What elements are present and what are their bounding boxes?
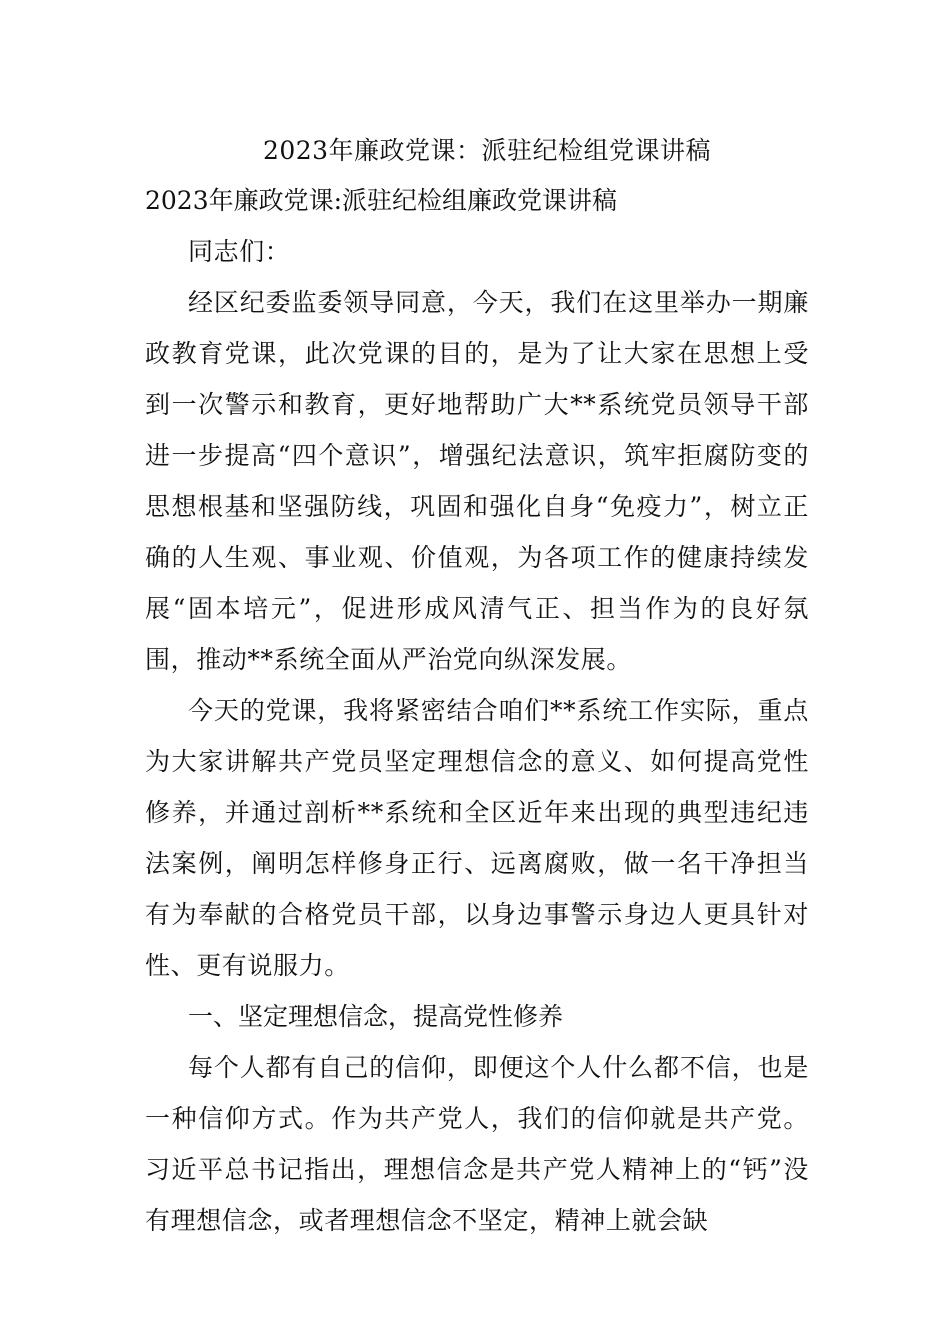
section-paragraph: 每个人都有自己的信仰，即便这个人什么都不信，也是一种信仰方式。作为共产党人，我们的信仰就是共产党。习近平总书记指出，理想信念是共产党人精神上的“钙”没有理想信念，或者理想信念不坚定，精神上就会缺 xyxy=(145,1053,809,1235)
document-title: 2023年廉政党课：派驻纪检组党课讲稿 xyxy=(262,136,712,165)
section-heading: 一、坚定理想信念，提高党性修养 xyxy=(188,1002,564,1031)
paragraph-intro: 经区纪委监委领导同意，今天，我们在这里举办一期廉政教育党课，此次党课的目的，是为了让大家在思想上受到一次警示和教育，更好地帮助广大**系统党员领导干部进一步提高“四个意识”，增强纪法意识，筑牢拒腐防变的思想根基和坚强防线，巩固和强化自身“免疫力”，树立正确的人生观、事业观、价值观，为各项工作的健康持续发展“固本培元”，促进形成风清气正、担当作为的良好氛围，推动**系统全面从严治党向纵深发展。 xyxy=(145,288,809,674)
document-body xyxy=(145,126,809,1246)
salutation: 同志们： xyxy=(188,237,291,266)
document-subtitle: 2023年廉政党课:派驻纪检组廉政党课讲稿 xyxy=(145,186,618,215)
paragraph-outline: 今天的党课，我将紧密结合咱们**系统工作实际，重点为大家讲解共产党员坚定理想信念的意义、如何提高党性修养，并通过剖析**系统和全区近年来出现的典型违纪违法案例，阐明怎样修身正行、远离腐败，做一名干净担当有为奉献的合格党员干部，以身边事警示身边人更具针对性、更有说服力。 xyxy=(145,696,809,980)
